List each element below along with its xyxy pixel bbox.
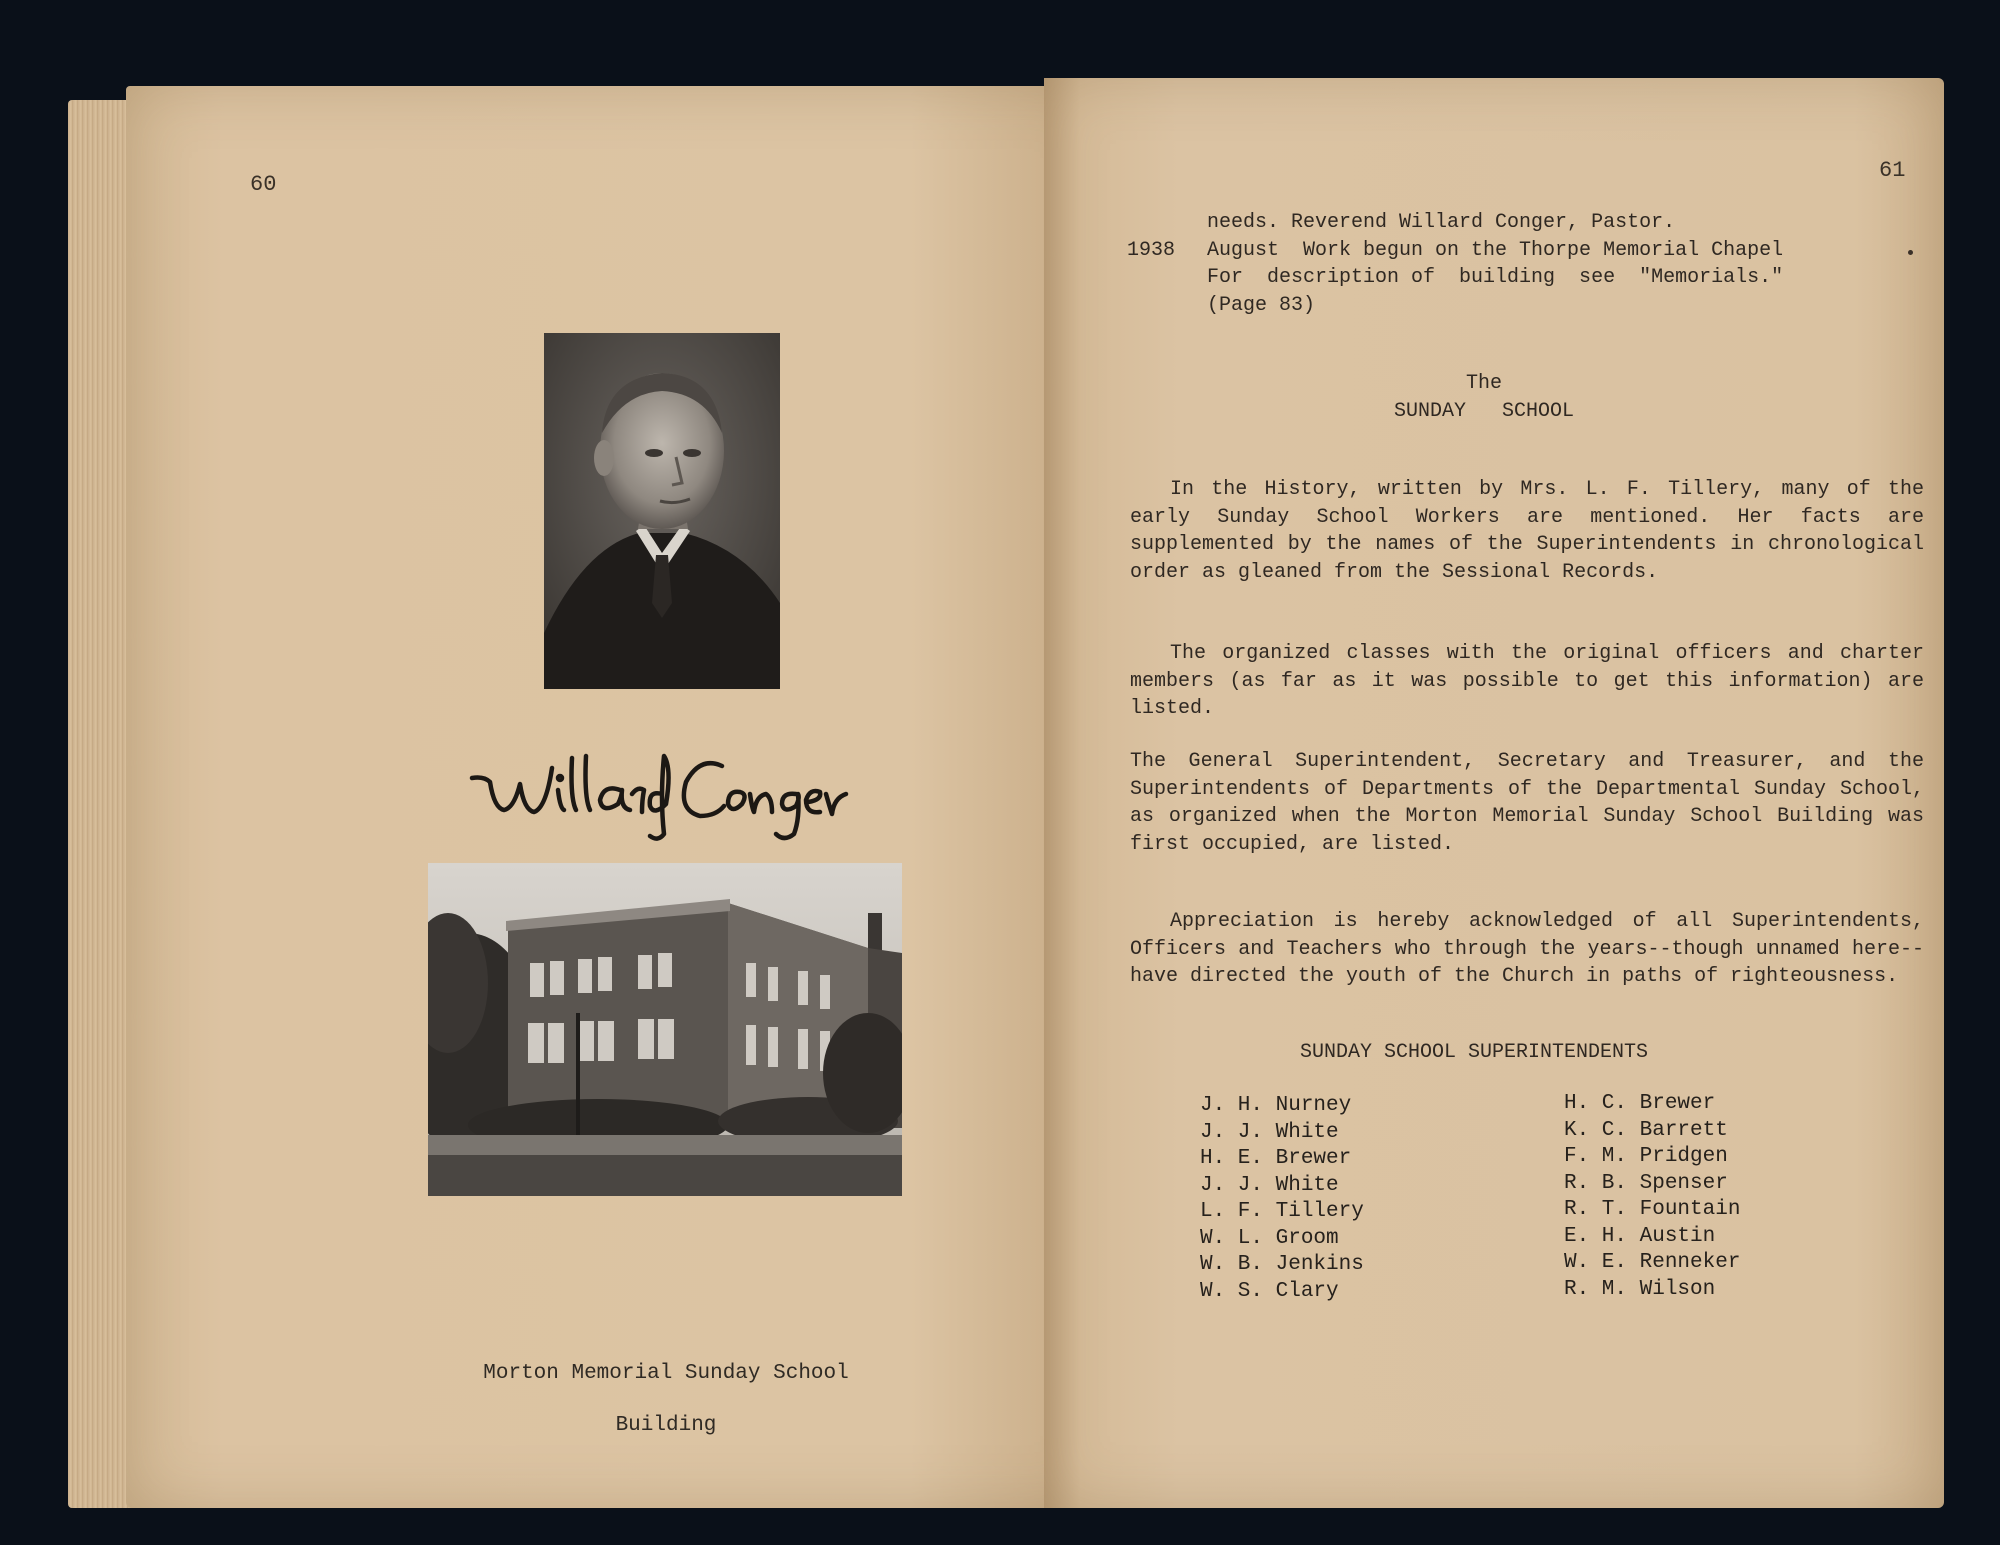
intro-line-3: For description of building see "Memorials."	[1207, 266, 1784, 289]
building-caption: Morton Memorial Sunday School	[483, 1362, 849, 1385]
building-photo	[428, 863, 902, 1196]
signature-willard-conger	[460, 738, 850, 848]
superintendent-name: J. J. White	[1200, 1173, 1339, 1197]
intro-line-4: (Page 83)	[1207, 294, 1316, 317]
portrait-photo	[544, 333, 780, 689]
paragraph-1: In the History, written by Mrs. L. F. Tillery, many of the early Sunday School Workers are mentioned. Her facts are supplemented by the names of the Superintendents in chronological order as gleaned from the Sessional Records.	[1130, 478, 1924, 584]
superintendent-name: R. M. Wilson	[1564, 1277, 1716, 1301]
intro-line-1: needs. Reverend Willard Conger, Pastor.	[1207, 211, 1676, 234]
heading-sunday-school: SUNDAY SCHOOL	[1393, 400, 1575, 423]
superintendent-name: W. B. Jenkins	[1200, 1253, 1364, 1276]
superintendent-name: W. S. Clary	[1200, 1279, 1339, 1303]
superintendent-name: J. J. White	[1200, 1120, 1339, 1144]
superintendent-name: W. E. Renneker	[1564, 1251, 1741, 1274]
heading-the: The	[1465, 372, 1502, 395]
intro-year: 1938	[1127, 239, 1176, 262]
superintendent-name: R. T. Fountain	[1564, 1198, 1741, 1221]
paragraph-4: Appreciation is hereby acknowledged of all Superintendents, Officers and Teachers who through the years--though unnamed here--have directed the youth of the Church in paths of righteousness.	[1130, 910, 1924, 988]
superintendents-list-col2	[1564, 1091, 1740, 1303]
superintendent-name: F. M. Pridgen	[1564, 1145, 1728, 1168]
open-book	[64, 78, 1960, 1518]
superintendent-name: H. E. Brewer	[1200, 1147, 1352, 1170]
superintendent-name: E. H. Austin	[1564, 1224, 1716, 1248]
page-number-right: 61	[1879, 158, 1906, 183]
paragraph-2: The organized classes with the original officers and charter members (as far as it was possible to get this information) are listed.	[1130, 642, 1924, 720]
left-page	[126, 86, 1106, 1508]
superintendent-name: L. F. Tillery	[1200, 1200, 1364, 1223]
superintendent-name: K. C. Barrett	[1564, 1118, 1728, 1142]
superintendents-heading: SUNDAY SCHOOL SUPERINTENDENTS	[1299, 1041, 1649, 1064]
paragraph-3: The General Superintendent, Secretary and Treasurer, and the Superintendents of Departments of the Departmental Sunday School, as organized when the Morton Memorial Sunday School Building was first occupied, are listed.	[1130, 750, 1924, 856]
superintendent-name: J. H. Nurney	[1200, 1094, 1352, 1117]
page-number-left: 60	[250, 172, 277, 197]
superintendent-name: H. C. Brewer	[1564, 1092, 1716, 1115]
superintendents-list-col1	[1200, 1093, 1364, 1305]
intro-line-2: August Work begun on the Thorpe Memorial Chapel	[1207, 239, 1784, 262]
margin-dot	[1908, 250, 1913, 255]
superintendent-name: R. B. Spenser	[1564, 1171, 1728, 1195]
superintendent-name: W. L. Groom	[1200, 1226, 1339, 1250]
building-caption-line2: Building	[615, 1414, 717, 1437]
